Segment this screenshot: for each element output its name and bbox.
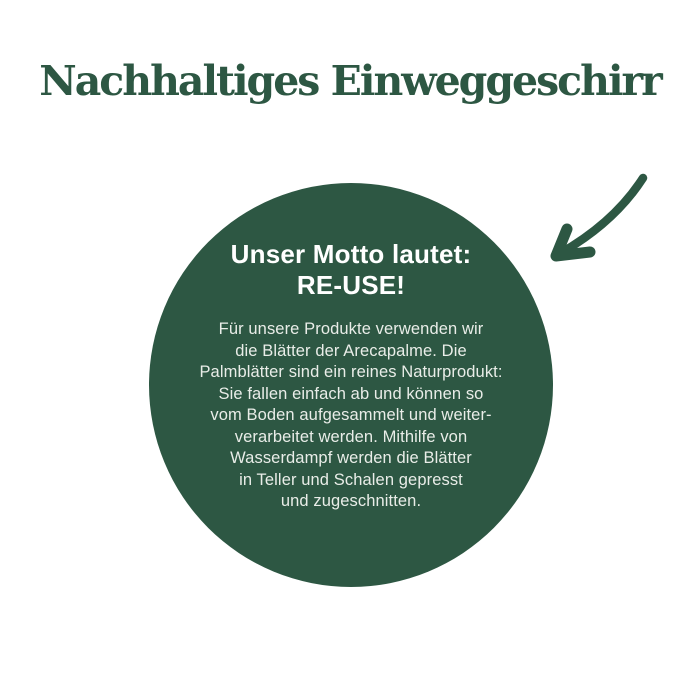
- body-line: Sie fallen einfach ab und können so: [218, 384, 484, 403]
- info-circle: [149, 183, 553, 587]
- body-line: verarbeitet werden. Mithilfe von: [234, 427, 468, 446]
- arrow-svg: [545, 148, 655, 268]
- body-line: in Teller und Schalen gepresst: [239, 470, 463, 489]
- body-line: vom Boden aufgesammelt und weiter-: [210, 406, 492, 424]
- motto-line-1: Unser Motto lautet:: [230, 239, 472, 269]
- body-line: Palmblätter sind ein reines Naturprodukt:: [199, 363, 503, 381]
- hand-drawn-arrow-icon: [545, 148, 655, 268]
- body-line: Wasserdampf werden die Blätter: [230, 449, 472, 467]
- body-line: und zugeschnitten.: [280, 492, 422, 510]
- page-title: Nachhaltiges Einweggeschirr: [39, 57, 661, 105]
- body-line: Für unsere Produkte verwenden wir: [218, 320, 484, 338]
- circle-body-text: [149, 319, 553, 513]
- circle-content: [149, 239, 553, 513]
- motto-line-2: RE-USE!: [296, 270, 406, 300]
- motto-heading: [149, 239, 553, 301]
- body-line: die Blätter der Arecapalme. Die: [235, 341, 467, 360]
